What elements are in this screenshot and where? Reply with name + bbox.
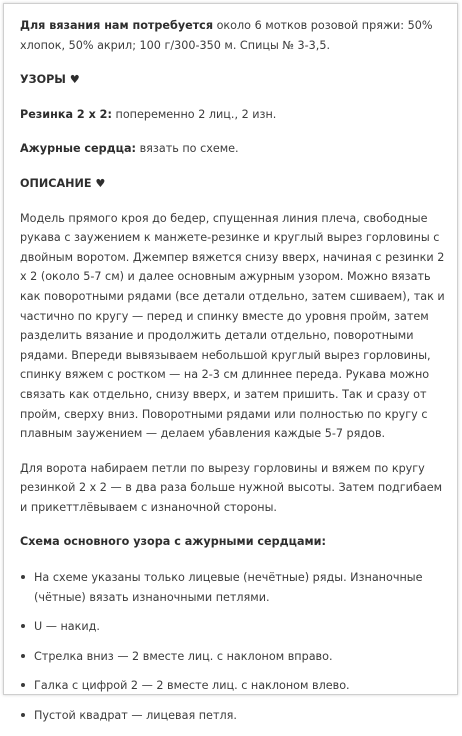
- rib-label: Резинка 2 х 2:: [20, 107, 112, 121]
- materials-text: около 6 мотков розовой пряжи: 50% хлопок, 50% акрил; 100 г/300-350 м. Спицы № 3-3,5.: [20, 19, 433, 52]
- scheme-heading: Схема основного узора с ажурными сердцами:: [20, 535, 326, 549]
- openwork-label: Ажурные сердца:: [20, 142, 136, 156]
- description-heading: ОПИСАНИЕ ♥: [20, 176, 106, 190]
- rib-paragraph: [20, 105, 452, 125]
- list-item: U — накид.: [20, 617, 452, 637]
- description-paragraph: Модель прямого кроя до бедер, спущенная линия плеча, свободные рукава с заужением к манжете-резинке и круглый вырез горловины с двойным воротом. Джемпер вяжется снизу вверх, начиная с резинки 2 х 2 (около 5-7 см) и далее основным ажурным узором. Можно вязать как поворотными рядами (все детали отдельно, затем сшиваем), так и частично по кругу — перед и спинку вместе до уровня пройм, затем разделить вязание и продолжить детали отдельно, поворотными рядами. Впереди вывязываем небольшой круглый вырез горловины, спинку вяжем с ростком — на 2-3 см длиннее переда. Рукава можно связать как отдельно, снизу вверх, и затем пришить. Так и сразу от пройм, сверху вниз. Поворотными рядами или полностью по кругу с плавным заужением — делаем убавления каждые 5-7 рядов.: [20, 211, 445, 441]
- rib-text: попеременно 2 лиц., 2 изн.: [115, 107, 277, 121]
- patterns-heading: УЗОРЫ ♥: [20, 73, 80, 87]
- article-frame: [3, 3, 458, 723]
- list-item: На схеме указаны только лицевые (нечётные) ряды. Изнаночные (чётные) вязать изнаночными петлями.: [20, 568, 452, 607]
- list-item: Стрелка вниз — 2 вместе лиц. с наклоном вправо.: [20, 647, 452, 667]
- list-item: Галка с цифрой 2 — 2 вместе лиц. с наклоном влево.: [20, 676, 452, 696]
- materials-label: Для вязания нам потребуется: [20, 19, 214, 32]
- collar-paragraph: Для ворота набираем петли по вырезу горловины и вяжем по кругу резинкой 2 х 2 — в два раза больше нужной высоты. Затем подгибаем и прикеттлёвываем с изнаночной стороны.: [20, 461, 443, 514]
- article-content: [20, 16, 452, 736]
- scheme-list: [20, 568, 452, 726]
- materials-paragraph: [20, 16, 452, 55]
- list-item: Пустой квадрат — лицевая петля.: [20, 706, 452, 726]
- openwork-text: вязать по схеме.: [139, 142, 239, 156]
- openwork-paragraph: [20, 139, 452, 159]
